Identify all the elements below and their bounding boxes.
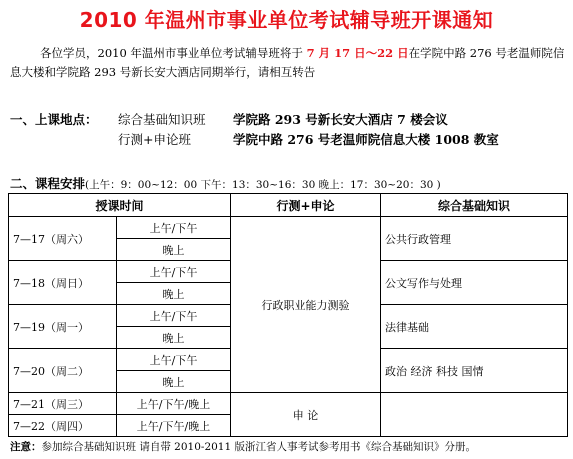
topic-cell: 法律基础 [381,305,568,349]
note-label: 注意： [10,441,42,453]
date-cell: 7—20（周二） [9,349,117,393]
slot-cell: 上午/下午 [117,217,231,239]
topic-cell: 公文写作与处理 [381,261,568,305]
topic-cell: 政治 经济 科技 国情 [381,349,568,393]
schedule-heading-label: 二、课程安排 [10,176,86,191]
date-cell: 7—17（周六） [9,217,117,261]
location-row [10,110,570,130]
location-section [10,110,570,150]
location-row [10,130,570,150]
header-general: 综合基础知识 [381,194,568,217]
slot-cell: 上午/下午 [117,305,231,327]
table-row [9,393,568,415]
header-time: 授课时间 [9,194,231,217]
intro-text-before: 各位学员，2010 年温州市事业单位考试辅导班将于 [40,46,307,60]
location-place: 学院中路 276 号老温师院信息大楼 1008 教室 [233,132,499,147]
note [10,439,476,454]
date-cell: 7—21（周三） [9,393,117,415]
topic-cell: 公共行政管理 [381,217,568,261]
date-cell: 7—22（周四） [9,415,117,437]
date-cell: 7—18（周日） [9,261,117,305]
note-text: 参加综合基础知识班 请自带 2010-2011 版浙江省人事考试参考用书《综合基础知识》分册。 [41,441,477,453]
slot-cell: 上午/下午 [117,349,231,371]
intro-date-highlight: 7 月 17 日～22 日 [306,46,409,60]
intro-paragraph [10,44,566,82]
location-spacer [10,130,118,150]
intro-text-after: 在学院中路 276 号老温师院信息大楼和学院路 293 号新长安大酒店同期举行，请相互转告 [10,46,565,79]
table-row [9,217,568,239]
location-place: 学院路 293 号新长安大酒店 7 楼会议 [233,112,448,127]
slot-cell: 上午/下午 [117,261,231,283]
location-course: 行测+申论班 [118,132,191,147]
schedule-hours: (上午：9：00~12：00 下午：13：30~16：30 晚上：17：30~20：30 ) [85,179,441,191]
date-cell: 7—19（周一） [9,305,117,349]
schedule-table [8,193,568,437]
schedule-heading [10,174,441,192]
page-title: 2010 年温州市事业单位考试辅导班开课通知 [79,8,494,32]
shenlun-cell: 申 论 [231,393,381,437]
location-course: 综合基础知识班 [118,112,206,127]
slot-cell: 晚上 [117,371,231,393]
xingce-cell: 行政职业能力测验 [231,217,381,393]
slot-cell: 晚上 [117,283,231,305]
location-heading: 一、上课地点： [10,112,98,127]
empty-topic-cell [381,393,568,437]
table-header-row [9,194,568,217]
slot-cell: 晚上 [117,327,231,349]
slot-cell: 上午/下午/晚上 [117,415,231,437]
slot-cell: 晚上 [117,239,231,261]
slot-cell: 上午/下午/晚上 [117,393,231,415]
header-xingce: 行测+申论 [231,194,381,217]
